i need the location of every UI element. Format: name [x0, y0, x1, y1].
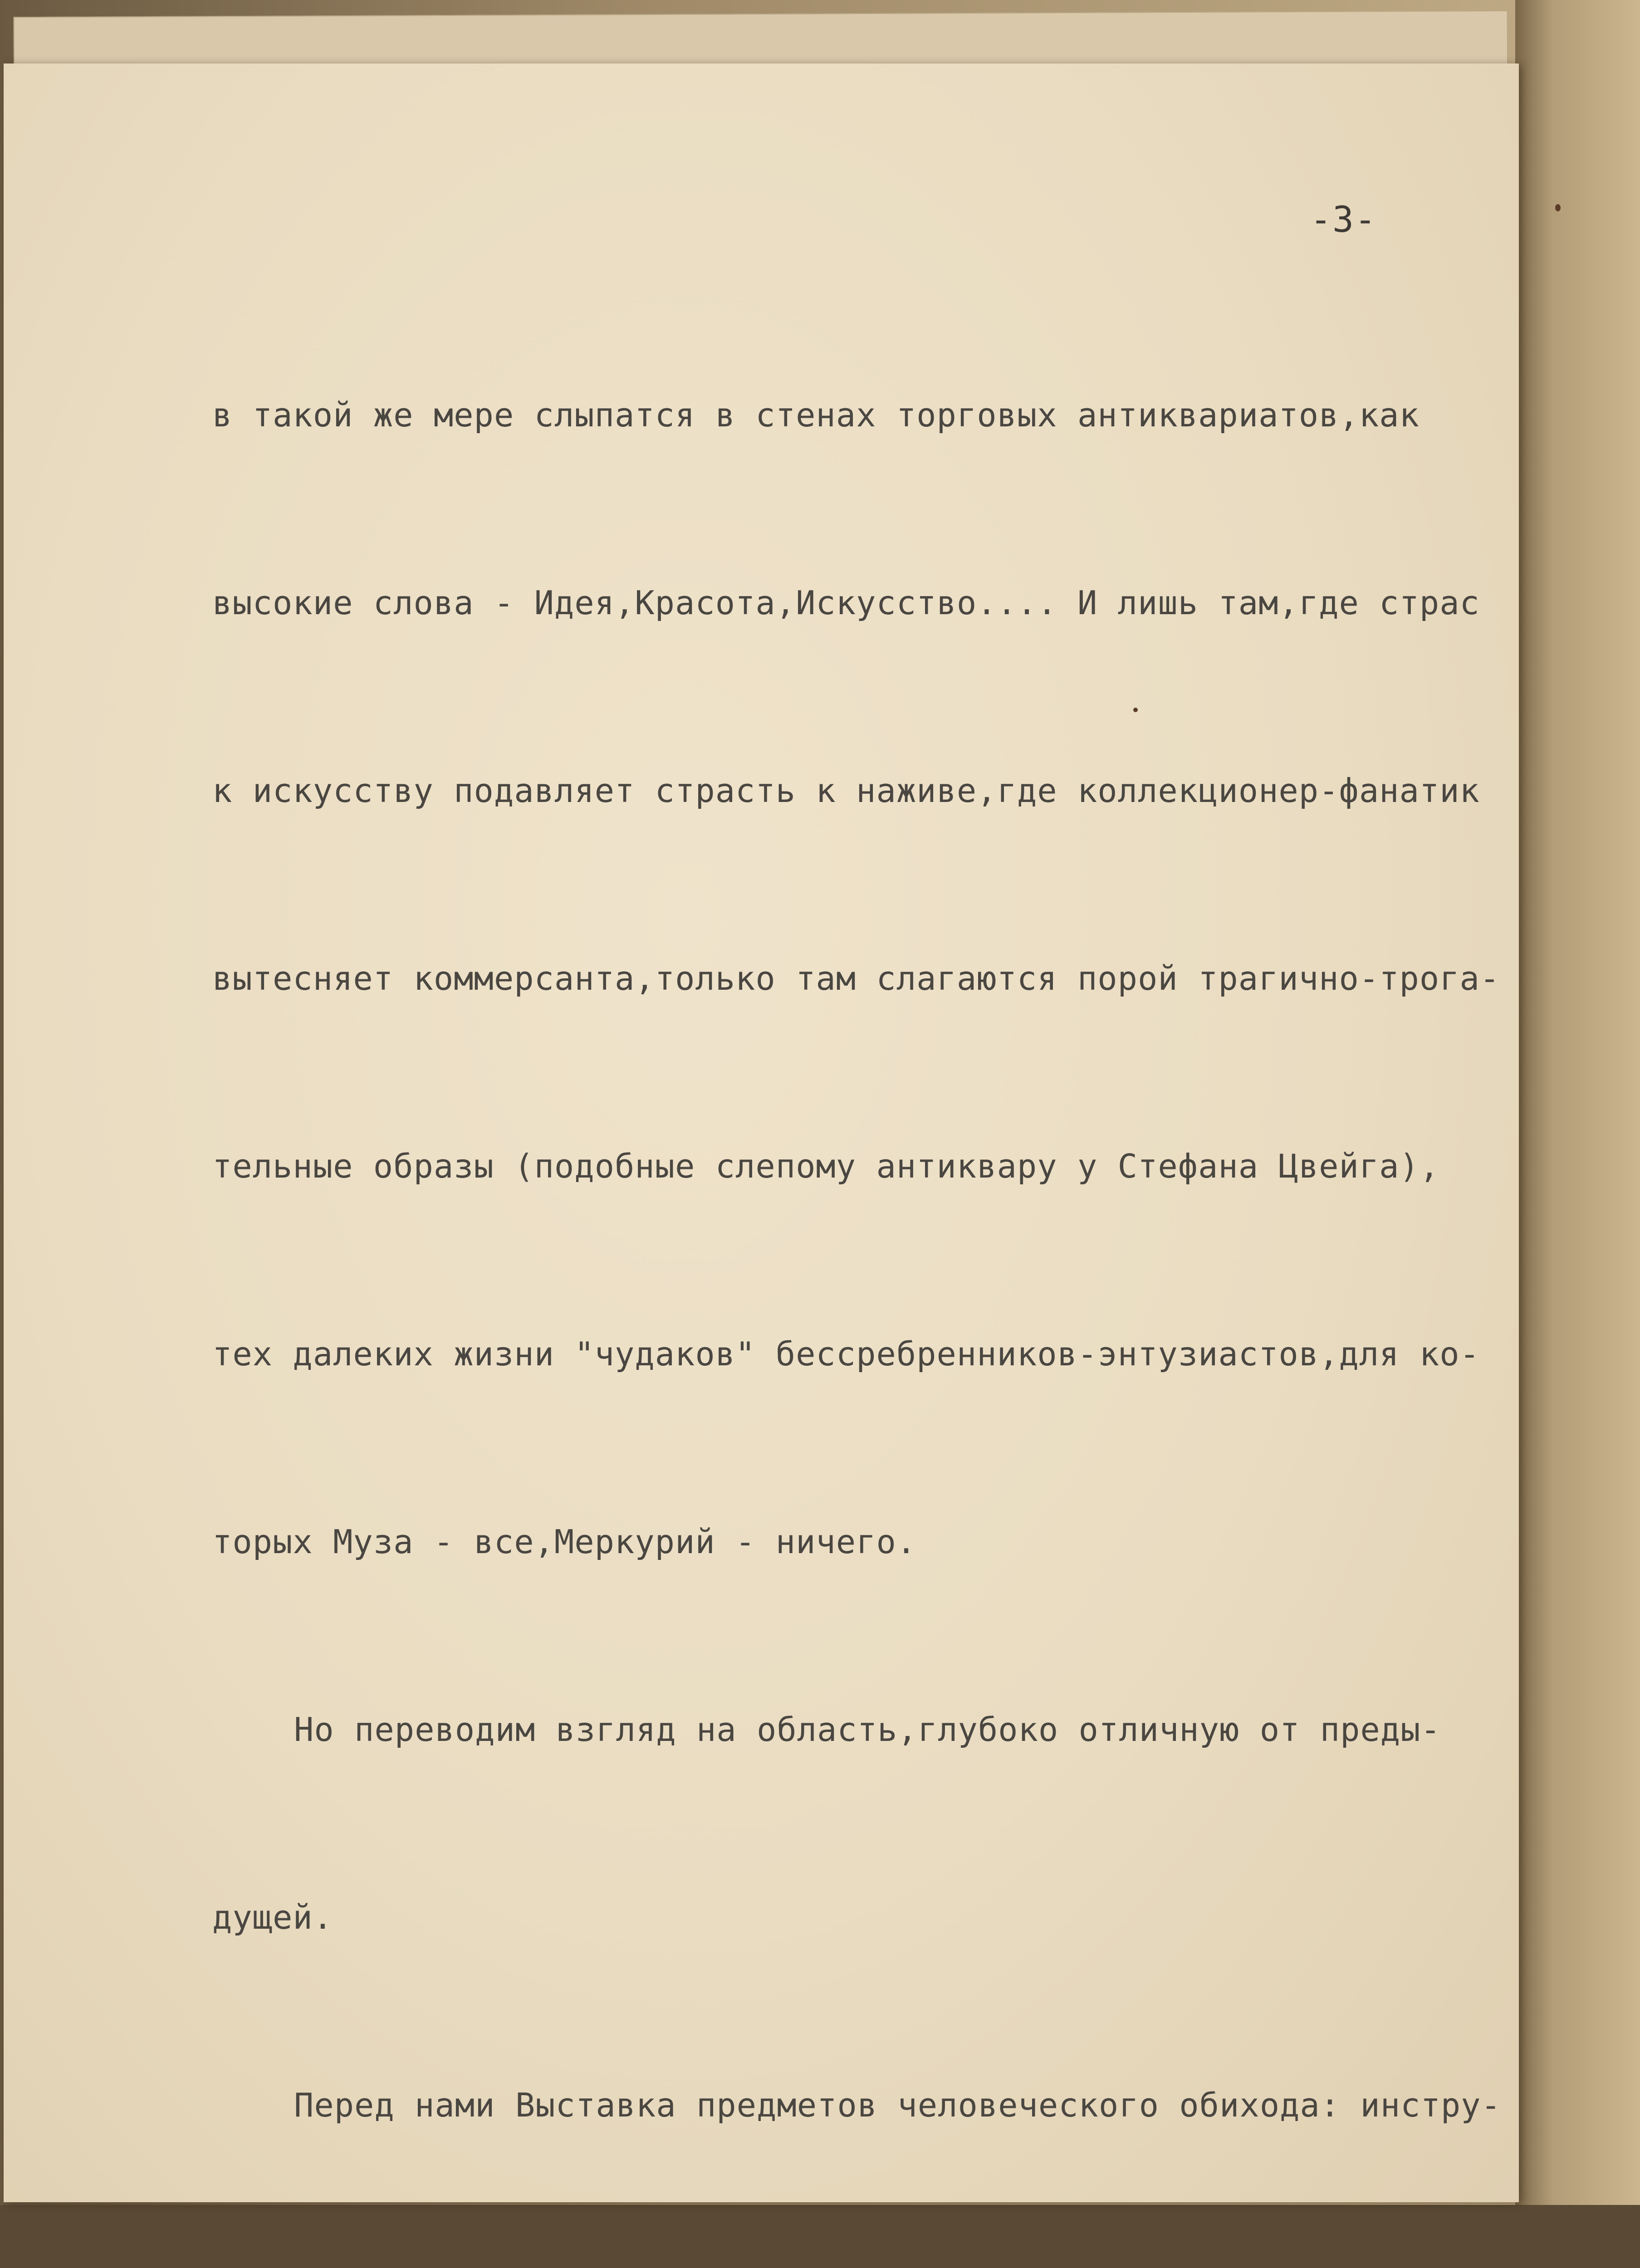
text-line: вытесняет коммерсанта,только там слагаются порой трагично-трога-	[212, 959, 1500, 997]
paper-speck	[1555, 204, 1561, 211]
text-line	[212, 2262, 1519, 2268]
text-line: в такой же мере слыпатся в стенах торговых антиквариатов,как	[212, 396, 1420, 434]
text-line: тех далеких жизни "чудаков" бессребренников-энтузиастов,для ко-	[212, 1335, 1480, 1373]
text-line: Но переводим взгляд на область,глубоко отличную от преды-	[294, 1711, 1441, 1749]
text-line: высокие слова - Идея,Красота,Искусство.... И лишь там,где страс	[212, 584, 1480, 622]
text-line: к искусству подавляет страсть к наживе,где коллекционер-фанатик	[212, 772, 1480, 810]
backing-edge	[1515, 0, 1640, 2205]
document-page	[4, 64, 1519, 2202]
text-line: Перед нами Выставка предметов человеческого обихода: инстру-	[294, 2086, 1501, 2124]
body-text	[212, 259, 1519, 2268]
text-line: торых Муза - все,Меркурий - ничего.	[212, 1523, 917, 1561]
page-number: -3-	[1310, 200, 1377, 240]
text-line: дущей.	[212, 1898, 333, 1936]
text-line: тельные образы (подобные слепому антиквару у Стефана Цвейга),	[212, 1147, 1440, 1185]
paper-speck	[1133, 708, 1138, 712]
